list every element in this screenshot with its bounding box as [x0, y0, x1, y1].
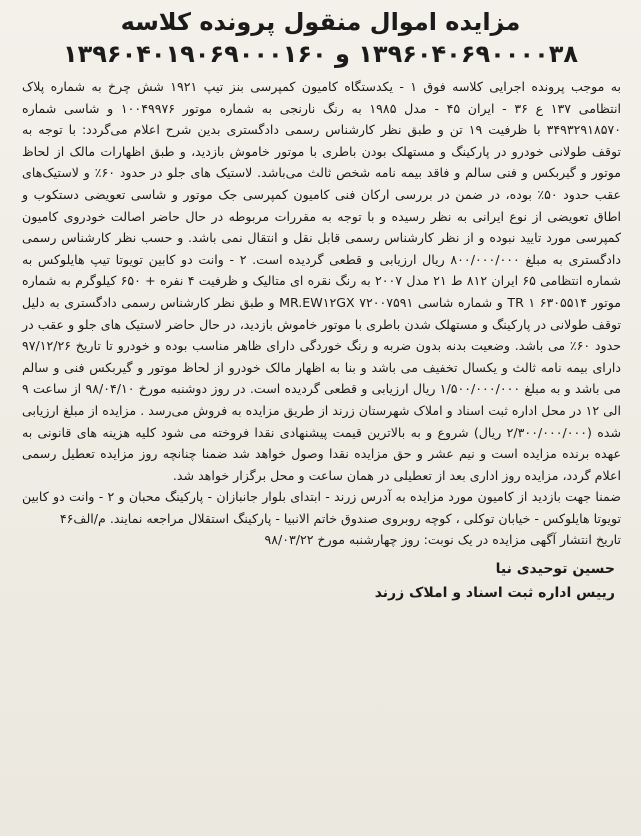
signature-block	[14, 557, 615, 605]
notice-paragraph-visit: ضمنا جهت بازدید از کامیون مورد مزایده به آدرس زرند - ابتدای بلوار جانبازان - پارکینگ محبان و ۲ - وانت دو کابین تویوتا هایلوکس - خیابان توکلی ، کوچه روبروی صندوق خاتم الانبیا - پارکینگ استقلال مراجعه نمایند. م/الف۴۶	[22, 489, 621, 526]
file-numbers: ۱۳۹۶۰۴۰۶۹۰۰۰۰۳۸ و ۱۳۹۶۰۴۰۱۹۰۶۹۰۰۰۱۶۰	[62, 40, 579, 68]
notice-body	[22, 76, 621, 551]
notice-title: مزایده اموال منقول پرونده کلاسه	[120, 8, 521, 36]
signatory-title: رییس اداره ثبت اسناد و املاک زرند	[374, 585, 615, 602]
notice-paragraph-main: به موجب پرونده اجرایی کلاسه فوق ۱ - یکدستگاه کامیون کمپرسی بنز تیپ ۱۹۲۱ شش چرخ به شماره پلاک انتظامی ۱۳۷ ع ۳۶ - ایران ۴۵ - مدل ۱۹۸۵ به رنگ نارنجی به شماره موتور ۱۰۰۴۹۹۷۶ و شاسی شماره ۳۴۹۳۲۹۱۸۵۷۰ با ظرفیت ۱۹ تن و طبق نظر کارشناس رسمی دادگستری بدین شرح اعلام می‌گردد: با توجه به توقف طولانی خودرو در پارکینگ و مستهلک بودن باطری با موتور خاموش بازدید، و طبق اظهارات مالک از لحاظ موتور و گیربکس و فنی سالم و فاقد بیمه نامه شخص ثالث می‌باشد. لاستیک های جلو در حدود ۶۰٪ و لاستیک‌های عقب حدود ۵۰٪ بوده، در ضمن در بررسی ارکان فنی کامیون کمپرسی جک موتور و شاسی تعویضی دستکوب و اطاق تعویضی از نوع ایرانی به نظر رسیده و با توجه به مقررات مربوطه در حال حاضر اصالت خودروی کامیون کمپرسی مورد تایید نبوده و از نظر کارشناس رسمی قابل نقل و انتقال نمی باشد. و حسب نظر کارشناس رسمی دادگستری به مبلغ ۸۰۰/۰۰۰/۰۰۰ ریال ارزیابی و قطعی گردیده است. ۲ - وانت دو کابین تویوتا تیپ هایلوکس به شماره انتظامی ۶۵ ایران ۸۱۲ ط ۲۱ مدل ۲۰۰۷ به رنگ نقره ای متالیک و ظرفیت ۴ نفره + ۶۵۰ کیلوگرم به شماره موتور TR ۱ ۶۳۰۵۵۱۴ و شماره شاسی ۷۲۰۰۷۵۹۱ MR.EW۱۲GX و طبق نظر کارشناس رسمی دادگستری به دلیل توقف طولانی در پارکینگ و مستهلک شدن باطری با موتور خاموش بازدید، در حال حاضر لاستیک های جلو و عقب در حدود ۶۰٪ می باشد. وضعیت بدنه بدون ضربه و رنگ خوردگی دارای ظاهر مناسب بوده و خودرو تا تاریخ ۹۷/۱۲/۲۶ دارای بیمه نامه ثالث و یکسال تخفیف می باشد و بنا به اظهار مالک خودرو از لحاظ موتور و گیربکس فنی و سالم می باشد و به مبلغ ۱/۵۰۰/۰۰۰/۰۰۰ ریال ارزیابی و قطعی گردیده است. در روز دوشنبه مورخ ۹۸/۰۴/۱۰ از ساعت ۹ الی ۱۲ در محل اداره ثبت اسناد و املاک شهرستان زرند از طریق مزایده به فروش می‌رسد . مزایده از مبلغ ارزیابی شده (۲/۳۰۰/۰۰۰/۰۰۰ ریال) شروع و به بالاترین قیمت پیشنهادی نقدا فروخته می شود کلیه هزینه های قانونی به عهده برنده مزایده است و نیم عشر و حق مزایده نقدا وصول خواهد شد ضمنا چنانچه روز مزایده تعطیل رسمی اعلام گردد، مزایده روز اداری بعد از تعطیلی در همان ساعت و محل برگزار خواهد شد.	[22, 79, 622, 483]
notice-paragraph-publish-date: تاریخ انتشار آگهی مزایده در یک نوبت: روز چهارشنبه مورخ ۹۸/۰۳/۲۲	[264, 532, 621, 548]
signatory-name: حسین توحیدی نیا	[495, 561, 615, 578]
